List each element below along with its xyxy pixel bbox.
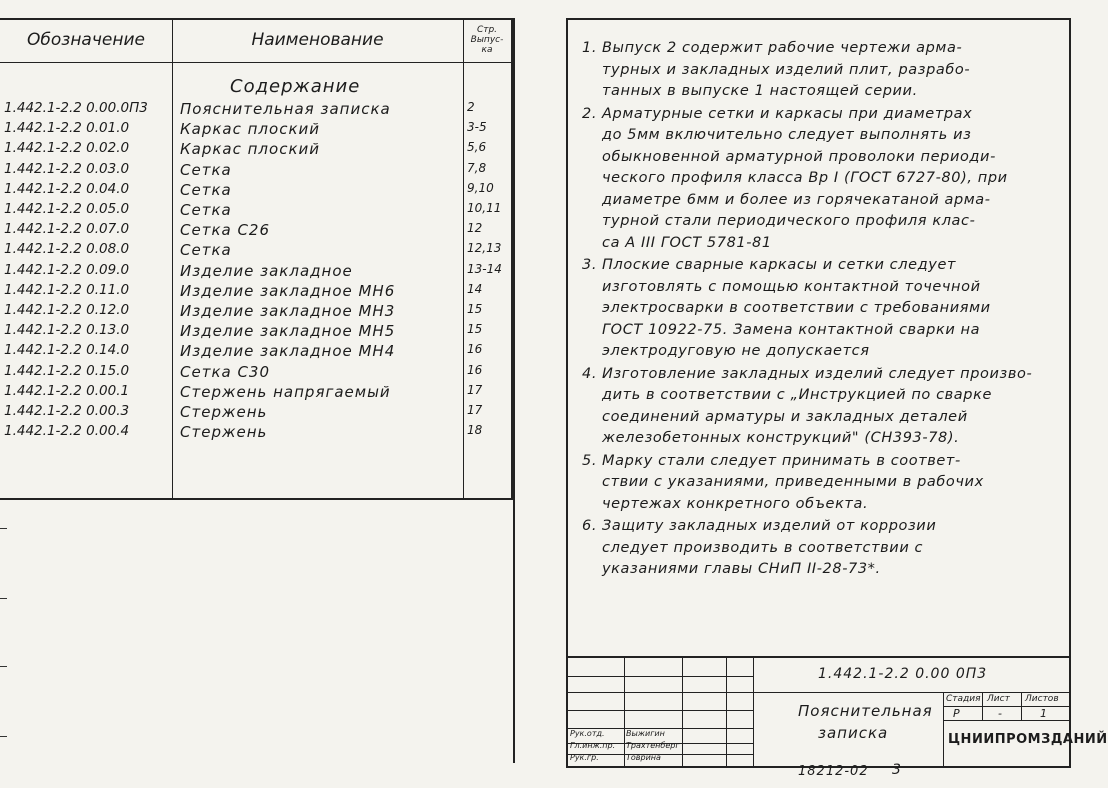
row-name: Каркас плоский	[180, 120, 321, 139]
note-number: 3.	[582, 257, 598, 273]
contents-sheet	[0, 18, 515, 763]
note-text: ческого профиля класса Вр I (ГОСТ 6727-80), при	[602, 170, 1008, 186]
header-divider	[0, 62, 511, 63]
note-text: Плоские сварные каркасы и сетки следует	[602, 257, 957, 273]
row-sheet: 7,8	[467, 160, 487, 175]
stage-value: Р	[953, 707, 960, 720]
row-designation: 1.442.1-2.2 0.01.0	[4, 120, 130, 137]
organization: ЦНИИПРОМЗДАНИЙ	[948, 732, 1108, 747]
note-text: Изготовление закладных изделий следует произво-	[602, 365, 1033, 382]
table-row	[0, 201, 511, 221]
row-designation: 1.442.1-2.2 0.11.0	[4, 281, 130, 298]
note-number: 5.	[582, 452, 598, 469]
stage-divider	[943, 692, 944, 766]
table-row	[0, 100, 511, 120]
document-code: 1.442.1-2.2 0.00 0П3	[818, 666, 988, 682]
row-name: Изделие закладное	[180, 261, 353, 280]
note-text: Выпуск 2 содержит рабочие чертежи арма-	[602, 40, 963, 56]
margin-tick	[0, 598, 7, 599]
row-sheet: 12	[467, 221, 483, 236]
row-sheet: 14	[467, 281, 483, 296]
title-line1: Пояснительная	[798, 702, 933, 720]
note-line	[582, 451, 1062, 473]
name-header: Наименование	[251, 30, 384, 50]
note-line	[582, 190, 1062, 212]
note-line	[582, 494, 1062, 516]
row-sheet: 13-14	[467, 261, 502, 276]
note-line	[582, 38, 1062, 60]
note-item	[582, 516, 1062, 581]
note-line	[582, 233, 1062, 255]
row-sheet: 12,13	[467, 241, 502, 256]
table-row	[0, 383, 511, 403]
note-line	[582, 341, 1062, 363]
row-name: Сетка С30	[180, 362, 271, 381]
margin-tick	[0, 736, 7, 737]
note-line	[582, 407, 1062, 429]
row-name: Сетка	[180, 160, 232, 179]
row-name: Изделие закладное МН6	[180, 281, 396, 300]
row-name: Пояснительная записка	[180, 100, 391, 118]
row-sheet: 10,11	[467, 201, 502, 215]
signer-name: Товрина	[626, 753, 661, 762]
note-text: Защиту закладных изделий от коррозии	[602, 518, 937, 534]
table-row	[0, 282, 511, 302]
note-text: обыкновенной арматурной проволоки периоди-	[602, 148, 996, 165]
row-name: Изделие закладное МН3	[180, 302, 396, 320]
note-text: турной стали периодического профиля клас-	[602, 213, 976, 229]
row-sheet: 16	[467, 342, 483, 357]
row-name: Изделие закладное МН5	[180, 322, 396, 341]
note-line	[582, 538, 1062, 560]
table-row	[0, 241, 511, 261]
note-number: 1.	[582, 40, 598, 56]
row-designation: 1.442.1-2.2 0.00.0П3	[4, 100, 148, 116]
row-name: Стержень напрягаемый	[180, 382, 391, 401]
row-sheet: 17	[467, 382, 483, 397]
note-line	[582, 125, 1062, 147]
table-row	[0, 342, 511, 362]
footer-page: 3	[892, 762, 901, 778]
note-item	[582, 255, 1062, 363]
row-designation: 1.442.1-2.2 0.12.0	[4, 302, 130, 318]
note-text: диаметре 6мм и более из горячекатаной арма-	[602, 191, 991, 208]
footer-code: 18212-02	[798, 764, 869, 779]
row-sheet: 15	[467, 302, 483, 316]
note-line	[582, 211, 1062, 233]
sheets-label: Листов	[1025, 694, 1059, 704]
row-designation: 1.442.1-2.2 0.15.0	[4, 362, 130, 379]
row-sheet: 9,10	[467, 180, 494, 195]
row-designation: 1.442.1-2.2 0.03.0	[4, 160, 130, 177]
note-item	[582, 104, 1062, 255]
table-row	[0, 423, 511, 443]
row-name: Изделие закладное МН4	[180, 342, 396, 361]
stage-label: Стадия	[946, 694, 981, 704]
note-number: 6.	[582, 518, 598, 534]
note-text: чертежах конкретного объекта.	[602, 495, 869, 512]
note-line	[582, 298, 1062, 320]
note-text: следует производить в соответствии с	[602, 539, 924, 556]
sheets-value: 1	[1040, 707, 1047, 720]
row-name: Стержень	[180, 403, 268, 421]
table-row	[0, 363, 511, 383]
signer-name: Трахтенберг	[626, 741, 680, 750]
note-line	[582, 147, 1062, 169]
note-text: ствии с указаниями, приведенными в рабочих	[602, 474, 984, 490]
table-row	[0, 161, 511, 181]
row-sheet: 18	[467, 423, 483, 438]
table-row	[0, 322, 511, 342]
note-text: Марку стали следует принимать в соответ-	[602, 452, 961, 469]
signature-grid	[568, 658, 753, 766]
note-line	[582, 428, 1062, 450]
row-name: Сетка	[180, 241, 232, 260]
note-item	[582, 451, 1062, 516]
sheet-header: Стр. Выпус- ка	[470, 25, 504, 55]
note-line	[582, 168, 1062, 190]
row-name: Сетка	[180, 201, 232, 219]
title-divider	[753, 658, 754, 766]
row-sheet: 15	[467, 322, 483, 337]
explanatory-note-sheet	[566, 18, 1108, 768]
note-line	[582, 364, 1062, 386]
note-text: танных в выпуске 1 настоящей серии.	[602, 83, 918, 99]
contents-table	[0, 18, 513, 500]
signer-role: Рук.отд.	[570, 729, 605, 738]
note-line	[582, 60, 1062, 82]
row-designation: 1.442.1-2.2 0.00.4	[4, 423, 130, 440]
row-designation: 1.442.1-2.2 0.13.0	[4, 322, 130, 339]
note-text: соединений арматуры и закладных деталей	[602, 408, 968, 425]
note-number: 4.	[582, 365, 598, 382]
note-text: до 5мм включительно следует выполнять из	[602, 127, 972, 143]
title-block	[568, 656, 1108, 766]
signer-name: Выжигин	[626, 729, 665, 738]
note-item	[582, 364, 1062, 450]
note-line	[582, 385, 1062, 407]
row-designation: 1.442.1-2.2 0.02.0	[4, 140, 130, 157]
row-designation: 1.442.1-2.2 0.07.0	[4, 221, 130, 238]
row-designation: 1.442.1-2.2 0.14.0	[4, 342, 130, 359]
table-row	[0, 181, 511, 201]
note-text: электросварки в соответствии с требованиями	[602, 300, 991, 316]
table-row	[0, 140, 511, 160]
note-text: турных и закладных изделий плит, разрабо-	[602, 61, 971, 78]
row-sheet: 16	[467, 362, 483, 377]
sheet-value: -	[998, 707, 1002, 720]
note-text: ГОСТ 10922-75. Замена контактной сварки на	[602, 321, 981, 338]
note-line	[582, 320, 1062, 342]
table-row	[0, 262, 511, 282]
note-text: железобетонных конструкций" (СН393-78).	[602, 430, 960, 446]
note-line	[582, 104, 1062, 126]
row-name: Сетка С26	[180, 221, 271, 240]
section-title: Содержание	[230, 76, 361, 97]
row-name: Каркас плоский	[180, 140, 321, 159]
row-designation: 1.442.1-2.2 0.09.0	[4, 261, 130, 278]
margin-tick	[0, 666, 7, 667]
note-line	[582, 472, 1062, 494]
note-text: электродуговую не допускается	[602, 343, 870, 359]
row-sheet: 17	[467, 403, 483, 417]
note-line	[582, 516, 1062, 538]
table-row	[0, 302, 511, 322]
row-designation: 1.442.1-2.2 0.00.3	[4, 403, 130, 419]
row-name: Сетка	[180, 180, 232, 199]
note-line	[582, 255, 1062, 277]
note-line	[582, 81, 1062, 103]
note-text: указаниями главы СНиП II-28-73*.	[602, 561, 881, 577]
row-sheet: 5,6	[467, 140, 487, 155]
row-designation: 1.442.1-2.2 0.04.0	[4, 180, 130, 197]
row-sheet: 2	[467, 100, 475, 114]
row-designation: 1.442.1-2.2 0.08.0	[4, 241, 130, 258]
note-item	[582, 38, 1062, 103]
note-text: дить в соответствии с „Инструкцией по сварке	[602, 387, 992, 403]
designation-header: Обозначение	[27, 30, 145, 50]
note-number: 2.	[582, 105, 598, 122]
signer-role: Гл.инж.пр.	[570, 741, 616, 750]
row-name: Стержень	[180, 423, 268, 442]
note-line	[582, 277, 1062, 299]
margin-tick	[0, 528, 7, 529]
row-designation: 1.442.1-2.2 0.05.0	[4, 201, 130, 217]
title-line2: записка	[818, 724, 889, 742]
signer-role: Рук.гр.	[570, 753, 599, 762]
note-line	[582, 559, 1062, 581]
note-text: изготовлять с помощью контактной точечной	[602, 278, 981, 295]
table-row	[0, 403, 511, 423]
table-row	[0, 120, 511, 140]
sheet-label: Лист	[987, 694, 1010, 704]
table-row	[0, 221, 511, 241]
note-text: са А III ГОСТ 5781-81	[602, 234, 772, 251]
row-designation: 1.442.1-2.2 0.00.1	[4, 382, 130, 399]
notes-list	[582, 38, 1062, 582]
note-text: Арматурные сетки и каркасы при диаметрах	[602, 105, 973, 122]
row-sheet: 3-5	[467, 120, 487, 135]
